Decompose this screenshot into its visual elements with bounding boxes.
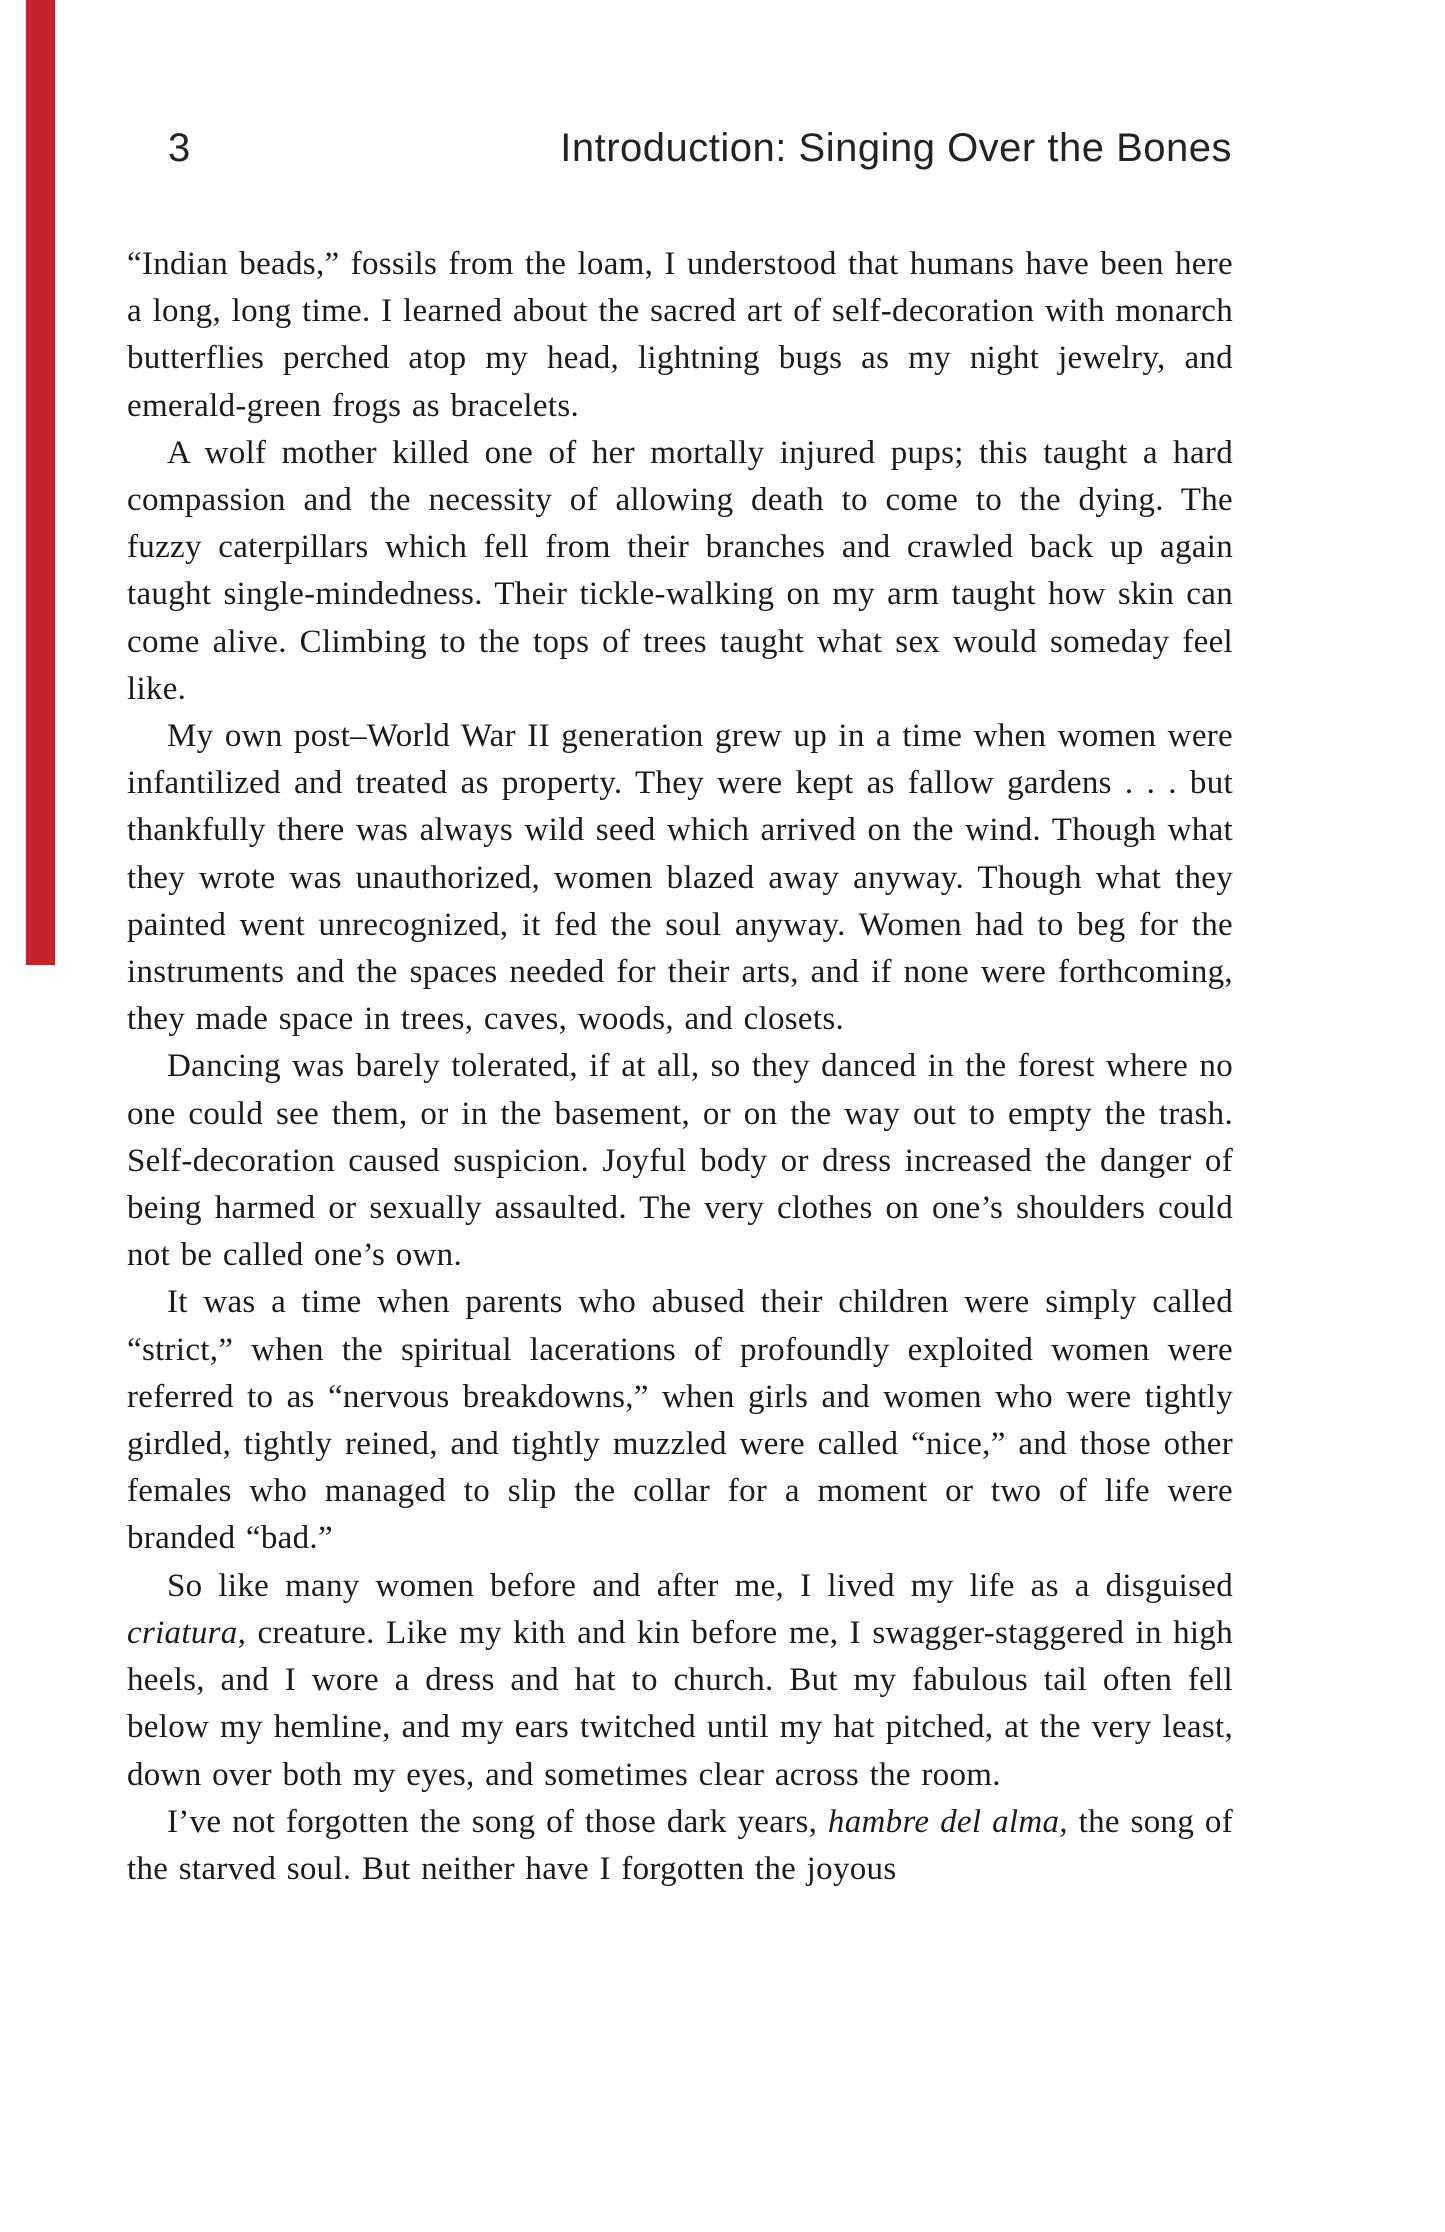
paragraph bbox=[127, 1799, 1233, 1893]
paragraph bbox=[127, 1563, 1233, 1799]
paragraph bbox=[127, 713, 1233, 1043]
bookmark-ribbon bbox=[26, 0, 55, 965]
running-header bbox=[168, 126, 1232, 170]
text-segment: Dancing was barely tolerated, if at all, so they danced in the forest where no one could see them, or in the basement, or on the way out to empty the trash. Self-decoration caused suspicion. Joyful body or dress increased the danger of being harmed or sexually assaulted. The very clothes on one’s shoulders could not be called one’s own. bbox=[127, 1048, 1233, 1274]
paragraph bbox=[127, 1043, 1233, 1279]
italic-phrase: hambre del alma, bbox=[827, 1803, 1068, 1840]
italic-phrase: criatura, bbox=[127, 1614, 247, 1651]
text-segment: It was a time when parents who abused their children were simply called “strict,” when the spiritual lacerations of profoundly exploited women were referred to as “nervous breakdowns,” when girls and women who were tightly girdled, tightly reined, and tightly muzzled were called “nice,” and those other females who managed to slip the collar for a moment or two of life were branded “bad.” bbox=[127, 1284, 1233, 1557]
paragraph bbox=[127, 241, 1233, 430]
body-text bbox=[127, 241, 1233, 1893]
paragraph bbox=[127, 430, 1233, 713]
page-number: 3 bbox=[168, 126, 191, 170]
text-segment: “Indian beads,” fossils from the loam, I understood that humans have been here a long, long time. I learned about the sacred art of self-decoration with monarch butterflies perched atop my head, lightning bugs as my night jewelry, and emerald-green frogs as bracelets. bbox=[127, 246, 1233, 424]
text-segment: A wolf mother killed one of her mortally injured pups; this taught a hard compassion and the necessity of allowing death to come to the dying. The fuzzy caterpillars which fell from their branches and crawled back up again taught single-mindedness. Their tickle-walking on my arm taught how skin can come alive. Climbing to the tops of trees taught what sex would someday feel like. bbox=[127, 434, 1233, 707]
text-segment: My own post–World War II generation grew up in a time when women were infantilized and treated as property. They were kept as fallow gardens . . . but thankfully there was always wild seed which arrived on the wind. Though what they wrote was unauthorized, women blazed away anyway. Though what they painted went unrecognized, it fed the soul anyway. Women had to beg for the instruments and the spaces needed for their arts, and if none were forthcoming, they made space in trees, caves, woods, and closets. bbox=[127, 718, 1233, 1038]
running-header-title: Introduction: Singing Over the Bones bbox=[560, 126, 1232, 170]
text-segment: So like many women before and after me, I lived my life as a disguised bbox=[167, 1567, 1233, 1604]
text-segment: I’ve not forgotten the song of those dark years, bbox=[167, 1803, 828, 1840]
text-segment: creature. Like my kith and kin before me, I swagger-staggered in high heels, and I wore a dress and hat to church. But my fabulous tail often fell below my hemline, and my ears twitched until my hat pitched, at the very least, down over both my eyes, and sometimes clear across the room. bbox=[127, 1614, 1233, 1793]
text-segment: the song of the starved soul. But neither have I forgotten the joyous bbox=[127, 1803, 1233, 1887]
paragraph bbox=[127, 1279, 1233, 1562]
